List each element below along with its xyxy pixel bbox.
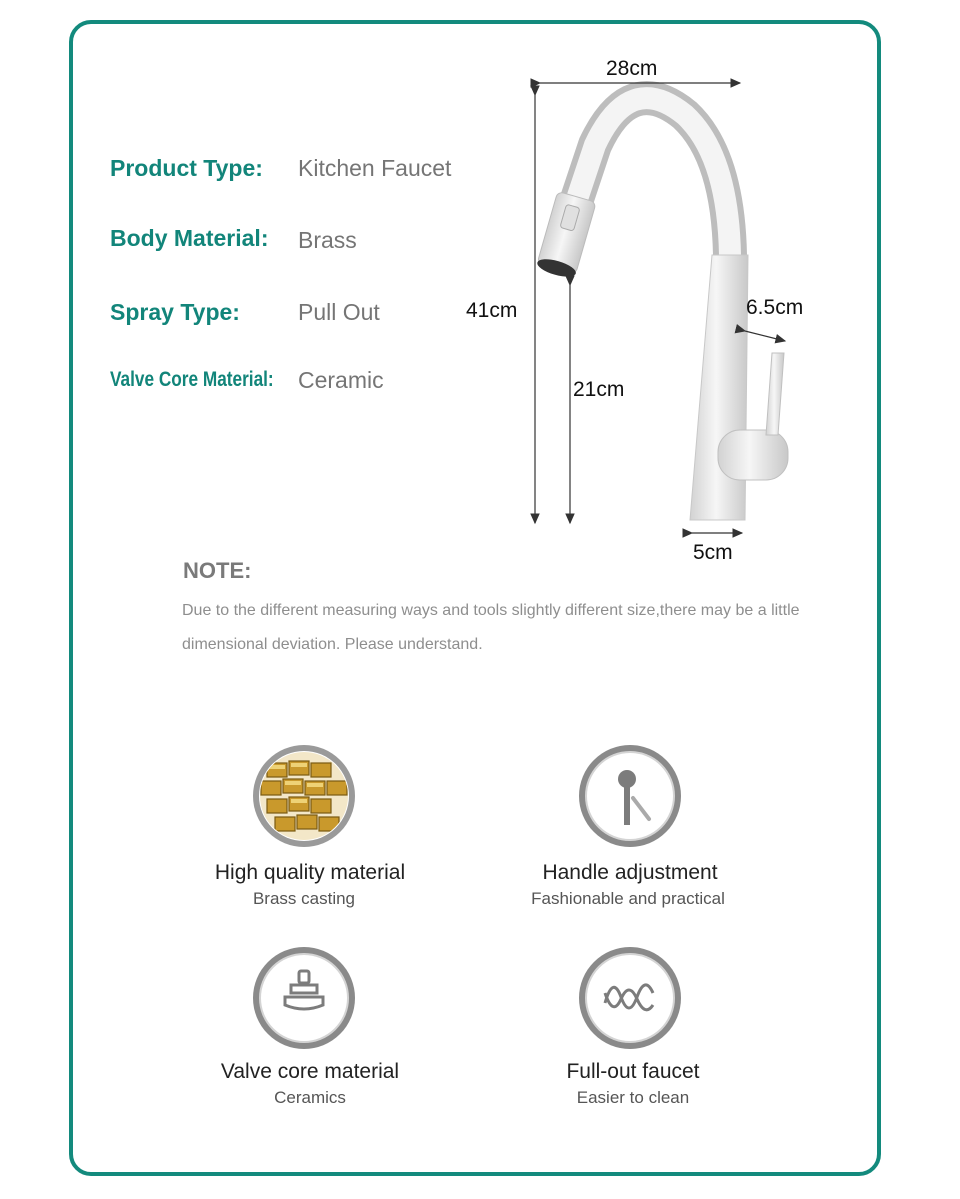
spec-label-valve-core: Valve Core Material: [110, 368, 274, 391]
feature-subtitle-material: Brass casting [252, 889, 356, 908]
dimension-spout-height: 21cm [573, 378, 625, 401]
spec-value-valve-core: Ceramic [298, 367, 384, 393]
feature-title-material: High quality material [214, 861, 406, 884]
dimension-base: 5cm [693, 541, 733, 564]
dimension-handle: 6.5cm [746, 296, 804, 319]
valve-core-icon [251, 945, 357, 1051]
feature-title-fullout: Full-out faucet [566, 1060, 700, 1083]
spec-value-spray-type: Pull Out [298, 299, 380, 325]
spec-label-body-material: Body Material: [110, 225, 269, 251]
feature-subtitle-handle: Fashionable and practical [531, 889, 725, 908]
note-title: NOTE: [183, 558, 252, 583]
spec-value-body-material: Brass [298, 227, 357, 253]
lever-handle-icon [577, 743, 683, 849]
spec-value-product-type: Kitchen Faucet [298, 155, 452, 181]
dimension-height: 41cm [466, 299, 518, 322]
feature-title-valve: Valve core material [220, 1060, 400, 1083]
faucet-lever [766, 353, 784, 435]
wave-spray-icon [577, 945, 683, 1051]
gold-bars-icon [251, 743, 357, 849]
faucet-handle-base [718, 430, 788, 480]
feature-title-handle: Handle adjustment [542, 861, 718, 884]
feature-subtitle-valve: Ceramics [274, 1088, 346, 1107]
spray-head [535, 191, 596, 280]
spec-label-spray-type: Spray Type: [110, 299, 240, 325]
note-text: Due to the different measuring ways and tools slightly different size,there may be a little dimensional deviation. Please understand. [182, 602, 800, 653]
feature-subtitle-fullout: Easier to clean [576, 1088, 690, 1107]
dimension-width: 28cm [606, 57, 658, 80]
spec-label-product-type: Product Type: [110, 155, 263, 181]
